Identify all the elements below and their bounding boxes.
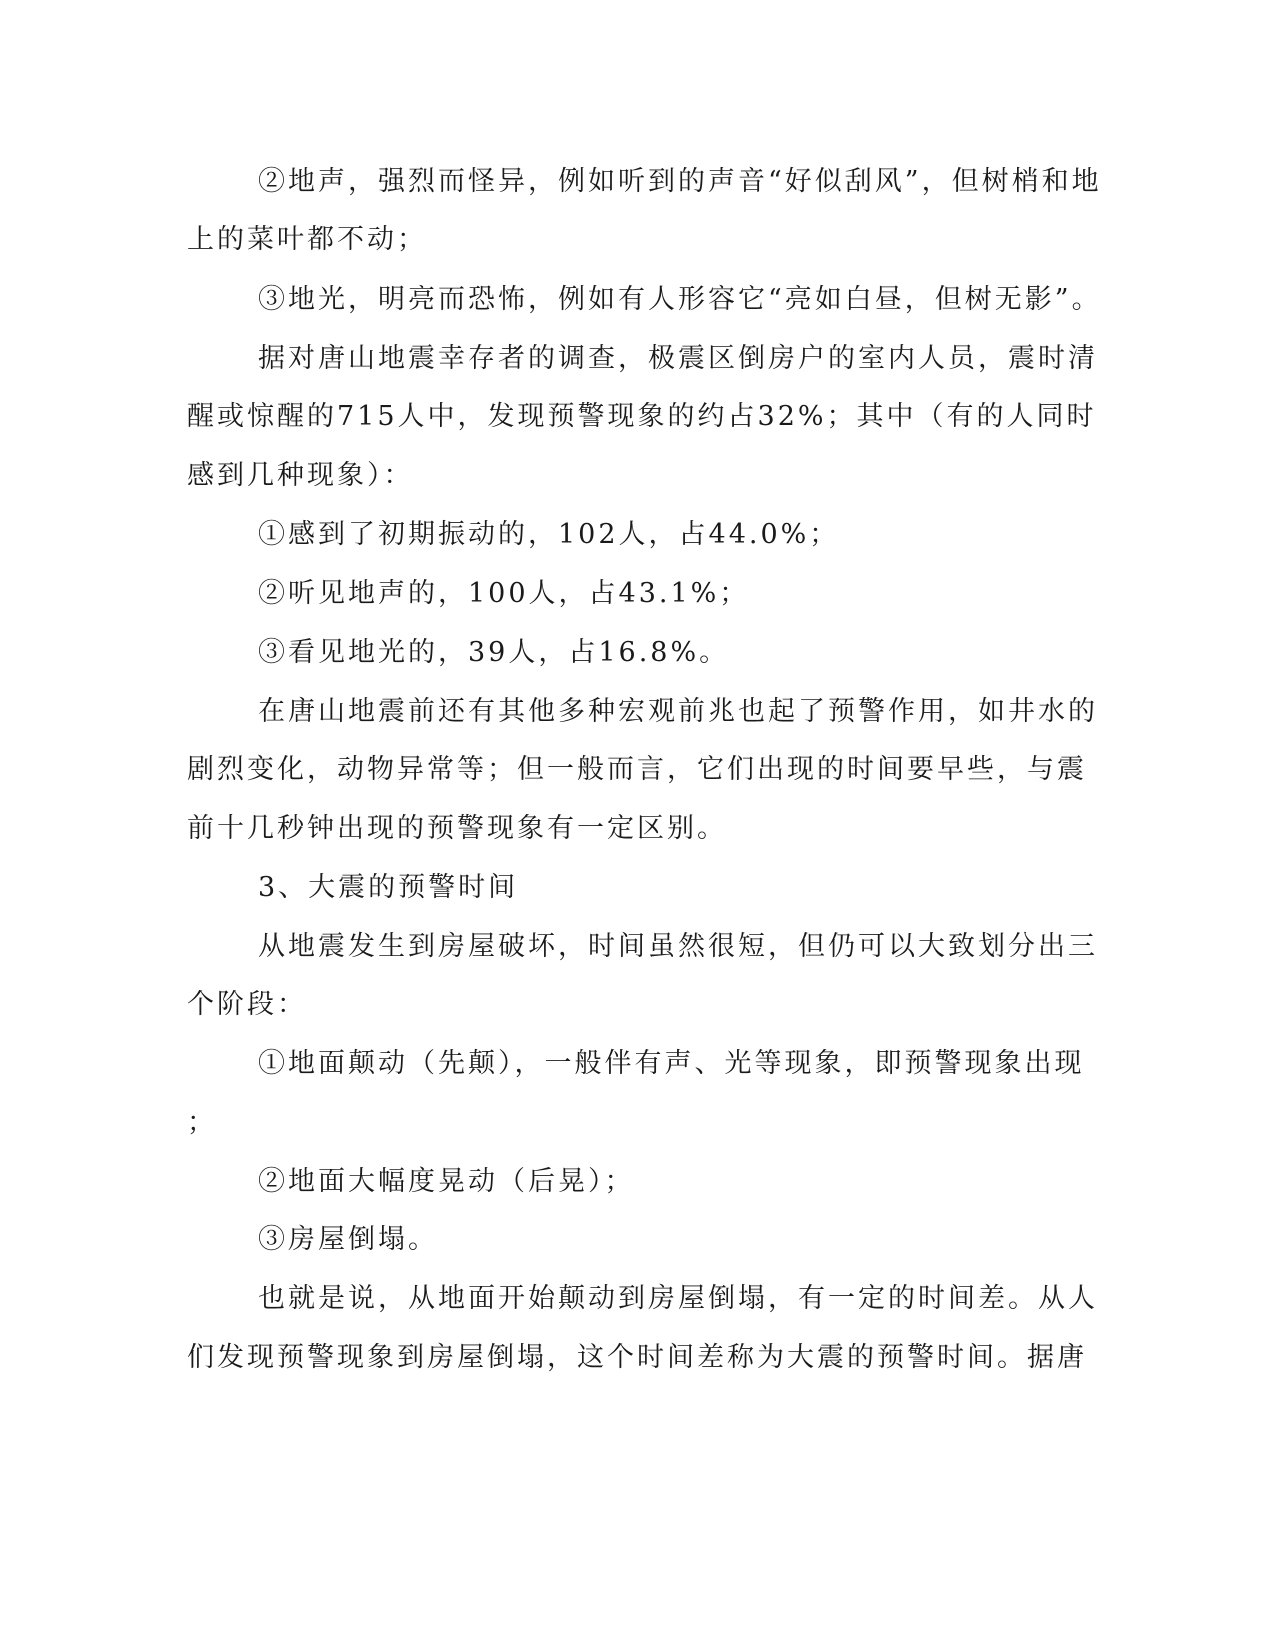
paragraph-line: 从地震发生到房屋破坏，时间虽然很短，但仍可以大致划分出三 <box>258 931 1098 962</box>
paragraph-line: 个阶段： <box>187 989 307 1020</box>
list-item: ③看见地光的，39人，占16.8%。 <box>258 637 730 668</box>
list-item: ②听见地声的，100人，占43.1%； <box>258 578 750 609</box>
paragraph-line: ②地声，强烈而怪异，例如听到的声音“好似刮风”，但树梢和地 <box>258 166 1102 197</box>
paragraph-line: 据对唐山地震幸存者的调查，极震区倒房户的室内人员，震时清 <box>258 343 1098 374</box>
list-item: ③房屋倒塌。 <box>258 1224 438 1255</box>
paragraph-line: 也就是说，从地面开始颠动到房屋倒塌，有一定的时间差。从人 <box>258 1283 1098 1314</box>
paragraph-line: 前十几秒钟出现的预警现象有一定区别。 <box>187 813 727 844</box>
paragraph-line: 在唐山地震前还有其他多种宏观前兆也起了预警作用，如井水的 <box>258 696 1098 727</box>
list-item: ①感到了初期振动的，102人，占44.0%； <box>258 519 840 550</box>
paragraph-line: 醒或惊醒的715人中，发现预警现象的约占32%；其中（有的人同时 <box>187 401 1097 432</box>
list-item: ①地面颠动（先颠），一般伴有声、光等现象，即预警现象出现 <box>258 1048 1085 1079</box>
paragraph-line: 剧烈变化，动物异常等；但一般而言，它们出现的时间要早些，与震 <box>187 754 1087 785</box>
list-item: ②地面大幅度晃动（后晃）； <box>258 1166 635 1197</box>
paragraph-line: 感到几种现象）： <box>187 460 414 491</box>
list-item-continuation: ； <box>187 1107 217 1138</box>
paragraph-line: 上的菜叶都不动； <box>187 224 427 255</box>
section-heading: 3、大震的预警时间 <box>258 872 519 903</box>
paragraph-line: 们发现预警现象到房屋倒塌，这个时间差称为大震的预警时间。据唐 <box>187 1342 1087 1373</box>
paragraph-line: ③地光，明亮而恐怖，例如有人形容它“亮如白昼，但树无影”。 <box>258 284 1102 315</box>
